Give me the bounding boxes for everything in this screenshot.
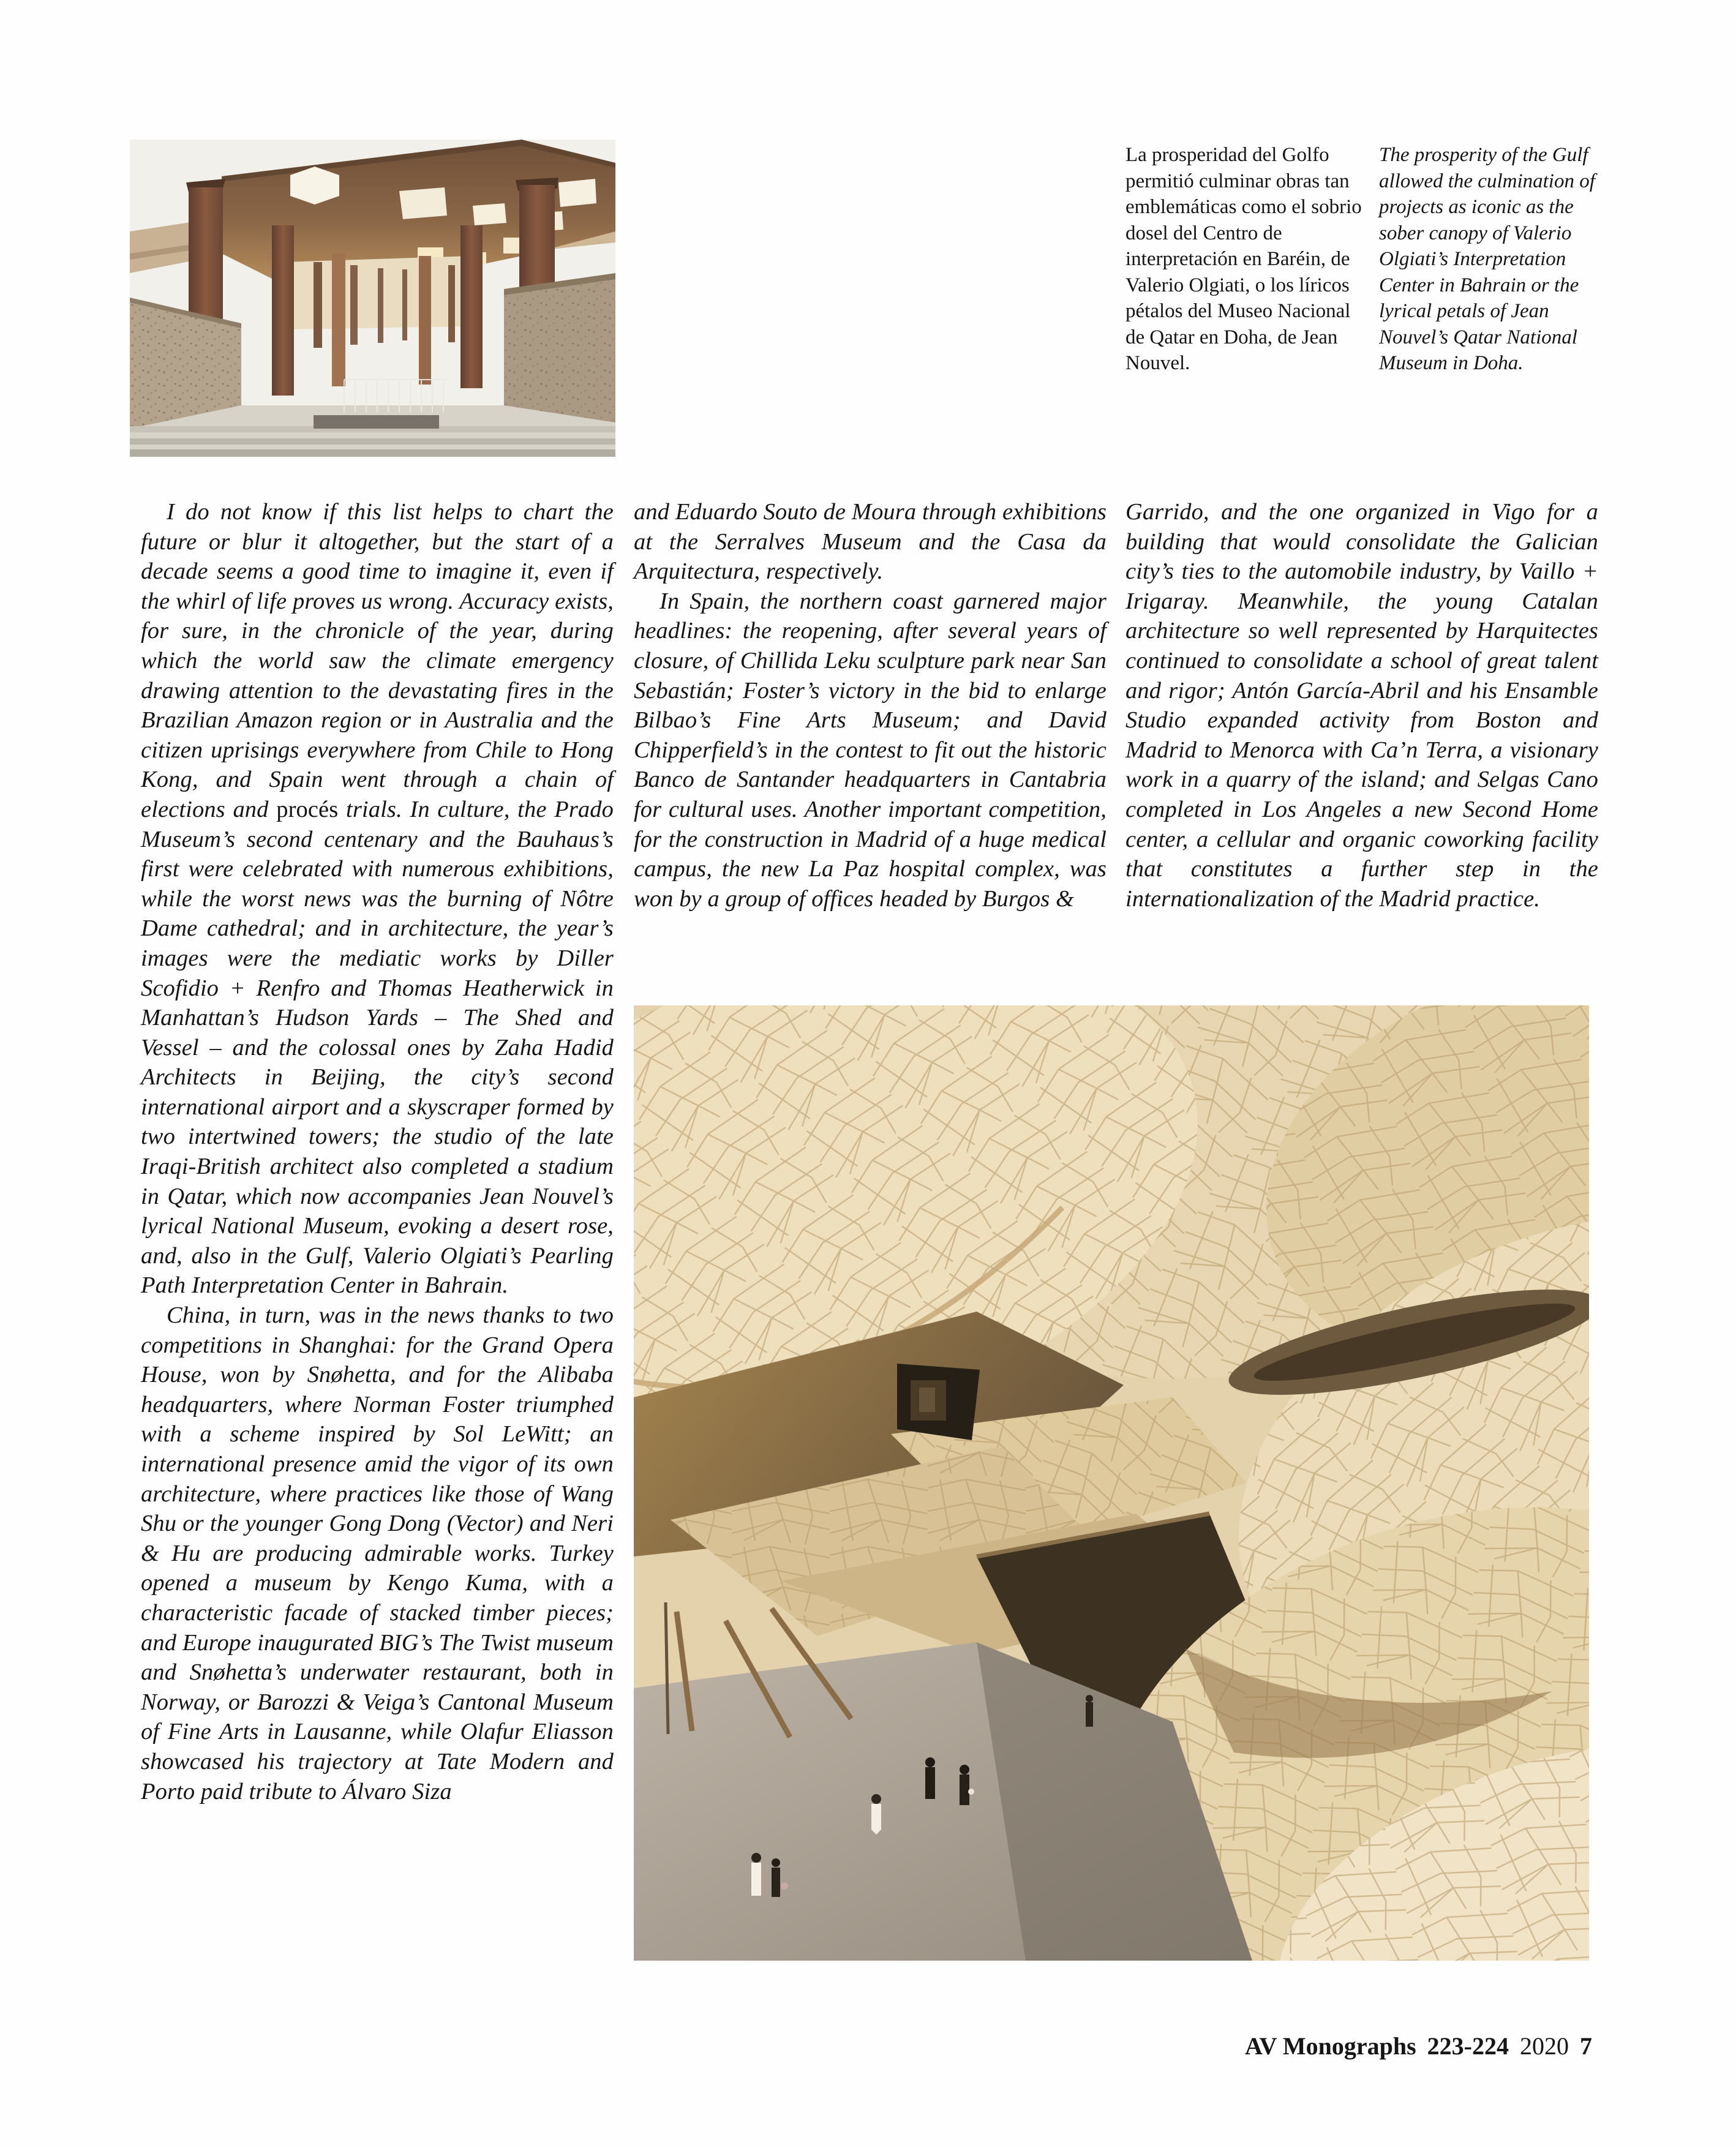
- caption-spanish: La prosperidad del Golfo permitió culminar obras tan emblemáticas como el sobrio dosel del Centro de interpretación en Baréin, de Valerio Olgiati, o los líricos pétalos del Museo Nacional de Qatar en Doha, de Jean Nouvel.: [1125, 144, 1362, 374]
- person-white-robe: [751, 1853, 761, 1896]
- paragraph: China, in turn, was in the news thanks to two competitions in Shanghai: for the Grand Opera House, won by Snøhetta, and for the Alibaba headquarters, where Norman Foster triumphed with a scheme inspired by Sol LeWitt; an international presence amid the vigor of its own architecture, where practices like those of Wang Shu or the younger Gong Dong (Vector) and Neri & Hu are producing admirable works. Turkey opened a museum by Kengo Kuma, with a characteristic facade of stacked timber pieces; and Europe inaugurated BIG’s The Twist museum and Snøhetta’s underwater restaurant, both in Norway, or Barozzi & Veiga’s Cantonal Museum of Fine Arts in Lausanne, while Olafur Eliasson showcased his trajectory at Tate Modern and Porto paid tribute to Álvaro Siza: [141, 1302, 614, 1804]
- qatar-photo-illustration: [634, 1005, 1589, 1961]
- body-column-1: [141, 497, 614, 1806]
- photo-qatar-national-museum: [634, 1005, 1589, 1961]
- footer-page-number: 7: [1580, 2032, 1592, 2060]
- dark-opening: [897, 1364, 980, 1440]
- person-dark: [925, 1757, 935, 1799]
- olgiati-photo-illustration: [130, 140, 615, 457]
- paragraph: Garrido, and the one organized in Vigo for a building that would consolidate the Galician city’s ties to the automobile industry, by Vaillo + Irigaray. Meanwhile, the young Catalan architecture so well represented by Harquitectes continued to consolidate a school of great talent and rigor; Antón García-Abril and his Ensamble Studio expanded activity from Boston and Madrid to Menorca with Ca’n Terra, a visionary work in a quarry of the island; and Selgas Cano completed in Los Angeles a new Second Home center, a cellular and organic coworking facility that constitutes a further step in the internationalization of the Madrid practice.: [1125, 499, 1598, 912]
- roman-word: procés: [276, 796, 339, 822]
- paragraph: In Spain, the northern coast garnered major headlines: the reopening, after several years of closure, of Chillida Leku sculpture park near San Sebastián; Foster’s victory in the bid to enlarge Bilbao’s Fine Arts Museum; and David Chipperfield’s in the contest to fit out the historic Banco de Santander headquarters in Cantabria for cultural uses. Another important competition, for the construction in Madrid of a huge medical campus, the new La Paz hospital complex, was won by a group of offices headed by Burgos &: [634, 588, 1107, 912]
- footer-journal: AV Monographs: [1244, 2032, 1416, 2060]
- caption-english: The prosperity of the Gulf allowed the culmination of projects as iconic as the sober canopy of Valerio Olgiati’s Interpretation Center in Bahrain or the lyrical petals of Jean Nouvel’s Qatar National Museum in Doha.: [1379, 144, 1595, 374]
- footer-issue: 223-224: [1427, 2032, 1509, 2060]
- person-white-robe: [871, 1794, 881, 1834]
- paragraph: [141, 497, 614, 1301]
- paragraph-text: trials. In culture, the Prado Museum’s second centenary and the Bauhaus’s first were celebrated with numerous exhibitions, while the worst news was the burning of Nôtre Dame cathedral; and in architecture, the year’s images were the mediatic works by Diller Scofidio + Renfro and Thomas Heatherwick in Manhattan’s Hudson Yards – The Shed and Vessel – and the colossal ones by Zaha Hadid Architects in Beijing, the city’s second international airport and a skyscraper formed by two intertwined towers; the studio of the late Iraqi-British architect also completed a stadium in Qatar, which now accompanies Jean Nouvel’s lyrical National Museum, evoking a desert rose, and, also in the Gulf, Valerio Olgiati’s Pearling Path Interpretation Center in Bahrain.: [141, 796, 614, 1299]
- footer-year: 2020: [1520, 2032, 1569, 2060]
- body-column-2: [634, 497, 1107, 914]
- photo-olgiati-bahrain: [130, 140, 615, 457]
- paragraph: and Eduardo Souto de Moura through exhibitions at the Serralves Museum and the Casa da Arquitectura, respectively.: [634, 499, 1107, 585]
- body-column-3: [1125, 497, 1598, 914]
- page-footer: [1245, 2032, 1592, 2060]
- person-distant: [1086, 1695, 1093, 1727]
- paragraph-text: I do not know if this list helps to chart the future or blur it altogether, but the start of a decade seems a good time to imagine it, even if the whirl of life proves us wrong. Accuracy exists, for sure, in the chronicle of the year, during which the world saw the climate emergency drawing attention to the devastating fires in the Brazilian Amazon region or in Australia and the citizen uprisings everywhere from Chile to Hong Kong, and Spain went through a chain of elections and: [141, 499, 614, 822]
